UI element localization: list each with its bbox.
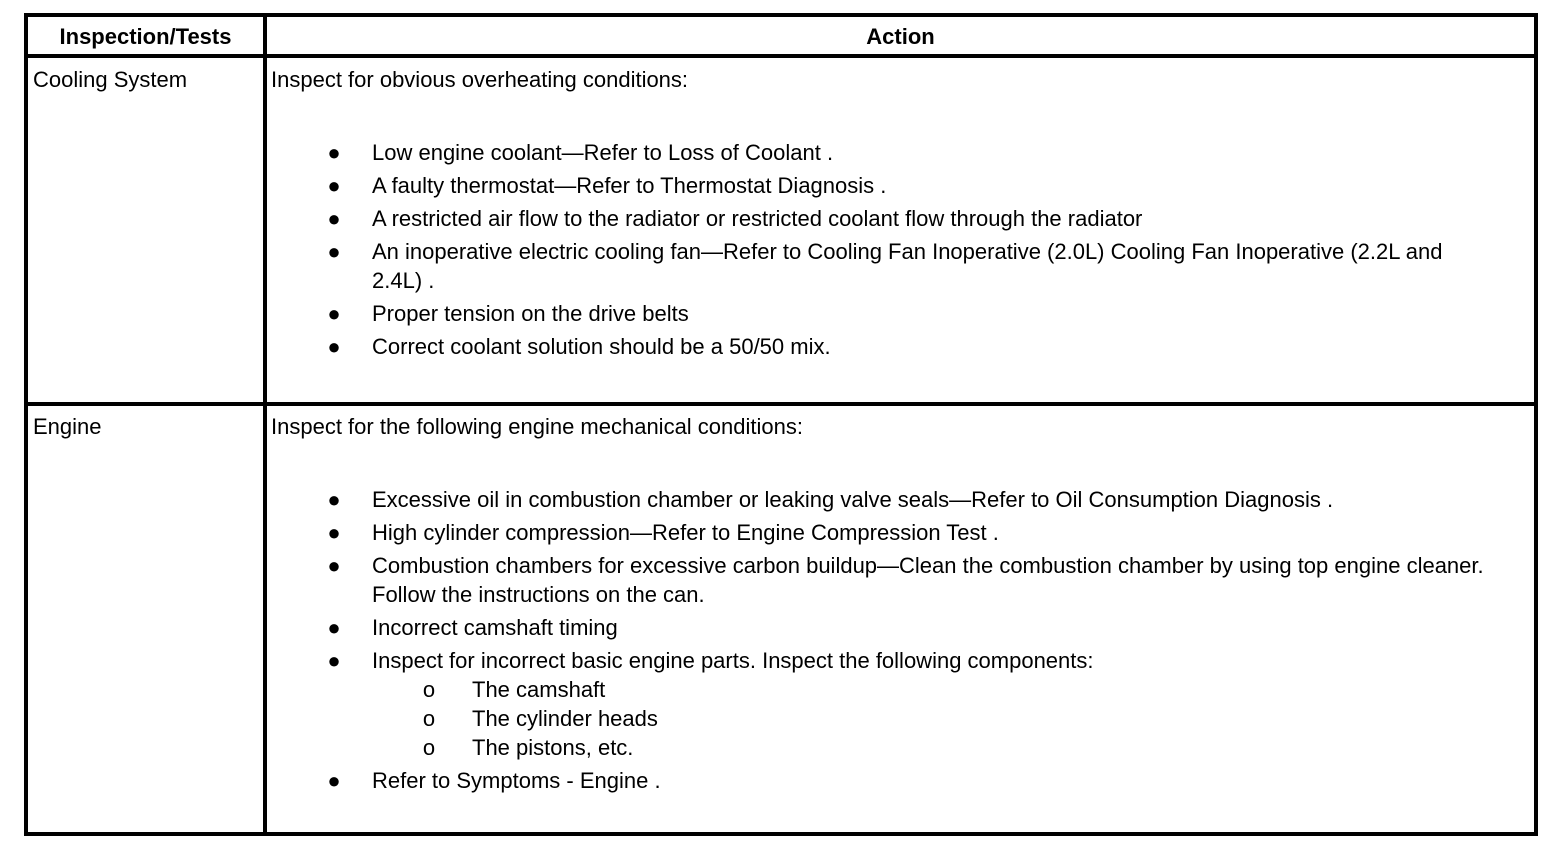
bullet-icon: ● bbox=[327, 206, 341, 231]
header-divider bbox=[28, 54, 1534, 58]
sub-bullet-icon: o bbox=[422, 677, 436, 702]
engine-intro-text: Inspect for the following engine mechanical conditions: bbox=[271, 414, 803, 439]
bullet-icon: ● bbox=[327, 334, 341, 359]
column-divider bbox=[263, 17, 267, 832]
bullet-icon: ● bbox=[327, 615, 341, 640]
list-item: ● Correct coolant solution should be a 50/50 mix. bbox=[271, 332, 1484, 361]
list-item: ● A restricted air flow to the radiator or restricted coolant flow through the radiator bbox=[271, 204, 1484, 233]
row-label-engine: Engine bbox=[33, 414, 102, 439]
list-item: ● Low engine coolant—Refer to Loss of Coolant . bbox=[271, 138, 1484, 167]
sub-list-item: o The camshaft bbox=[372, 675, 1484, 704]
bullet-icon: ● bbox=[327, 520, 341, 545]
bullet-icon: ● bbox=[327, 553, 341, 578]
bullet-icon: ● bbox=[327, 173, 341, 198]
bullet-icon: ● bbox=[327, 140, 341, 165]
row-label-cooling-system: Cooling System bbox=[33, 67, 188, 92]
list-item: ● Inspect for incorrect basic engine parts. Inspect the following components: o The camshaft o The cylinder heads o The pistons, etc. bbox=[271, 646, 1484, 762]
header-action: Action bbox=[866, 24, 935, 49]
row-divider bbox=[28, 402, 1534, 406]
list-item: ● Combustion chambers for excessive carbon buildup—Clean the combustion chamber by using top engine cleaner. Follow the instructions on the can. bbox=[271, 551, 1484, 609]
sub-list-item: o The cylinder heads bbox=[372, 704, 1484, 733]
header-inspection-tests: Inspection/Tests bbox=[59, 24, 232, 49]
sub-list-item: o The pistons, etc. bbox=[372, 733, 1484, 762]
cooling-intro-text: Inspect for obvious overheating conditions: bbox=[271, 67, 689, 92]
bullet-icon: ● bbox=[327, 768, 341, 793]
list-item: ● Refer to Symptoms - Engine . bbox=[271, 766, 1484, 795]
list-item: ● A faulty thermostat—Refer to Thermostat Diagnosis . bbox=[271, 171, 1484, 200]
list-item: ● Proper tension on the drive belts bbox=[271, 299, 1484, 328]
sub-bullet-icon: o bbox=[422, 735, 436, 760]
sub-bullet-icon: o bbox=[422, 706, 436, 731]
cooling-bullet-list bbox=[271, 138, 1484, 365]
components-sub-list bbox=[372, 675, 1484, 762]
list-item: ● High cylinder compression—Refer to Engine Compression Test . bbox=[271, 518, 1484, 547]
bullet-icon: ● bbox=[327, 239, 341, 264]
engine-bullet-list bbox=[271, 485, 1484, 799]
diagnostic-table bbox=[24, 13, 1538, 836]
bullet-icon: ● bbox=[327, 648, 341, 673]
bullet-icon: ● bbox=[327, 487, 341, 512]
list-item: ● Excessive oil in combustion chamber or leaking valve seals—Refer to Oil Consumption Diagnosis . bbox=[271, 485, 1484, 514]
list-item: ● An inoperative electric cooling fan—Refer to Cooling Fan Inoperative (2.0L) Cooling Fan Inoperative (2.2L and 2.4L) . bbox=[271, 237, 1484, 295]
bullet-icon: ● bbox=[327, 301, 341, 326]
list-item: ● Incorrect camshaft timing bbox=[271, 613, 1484, 642]
